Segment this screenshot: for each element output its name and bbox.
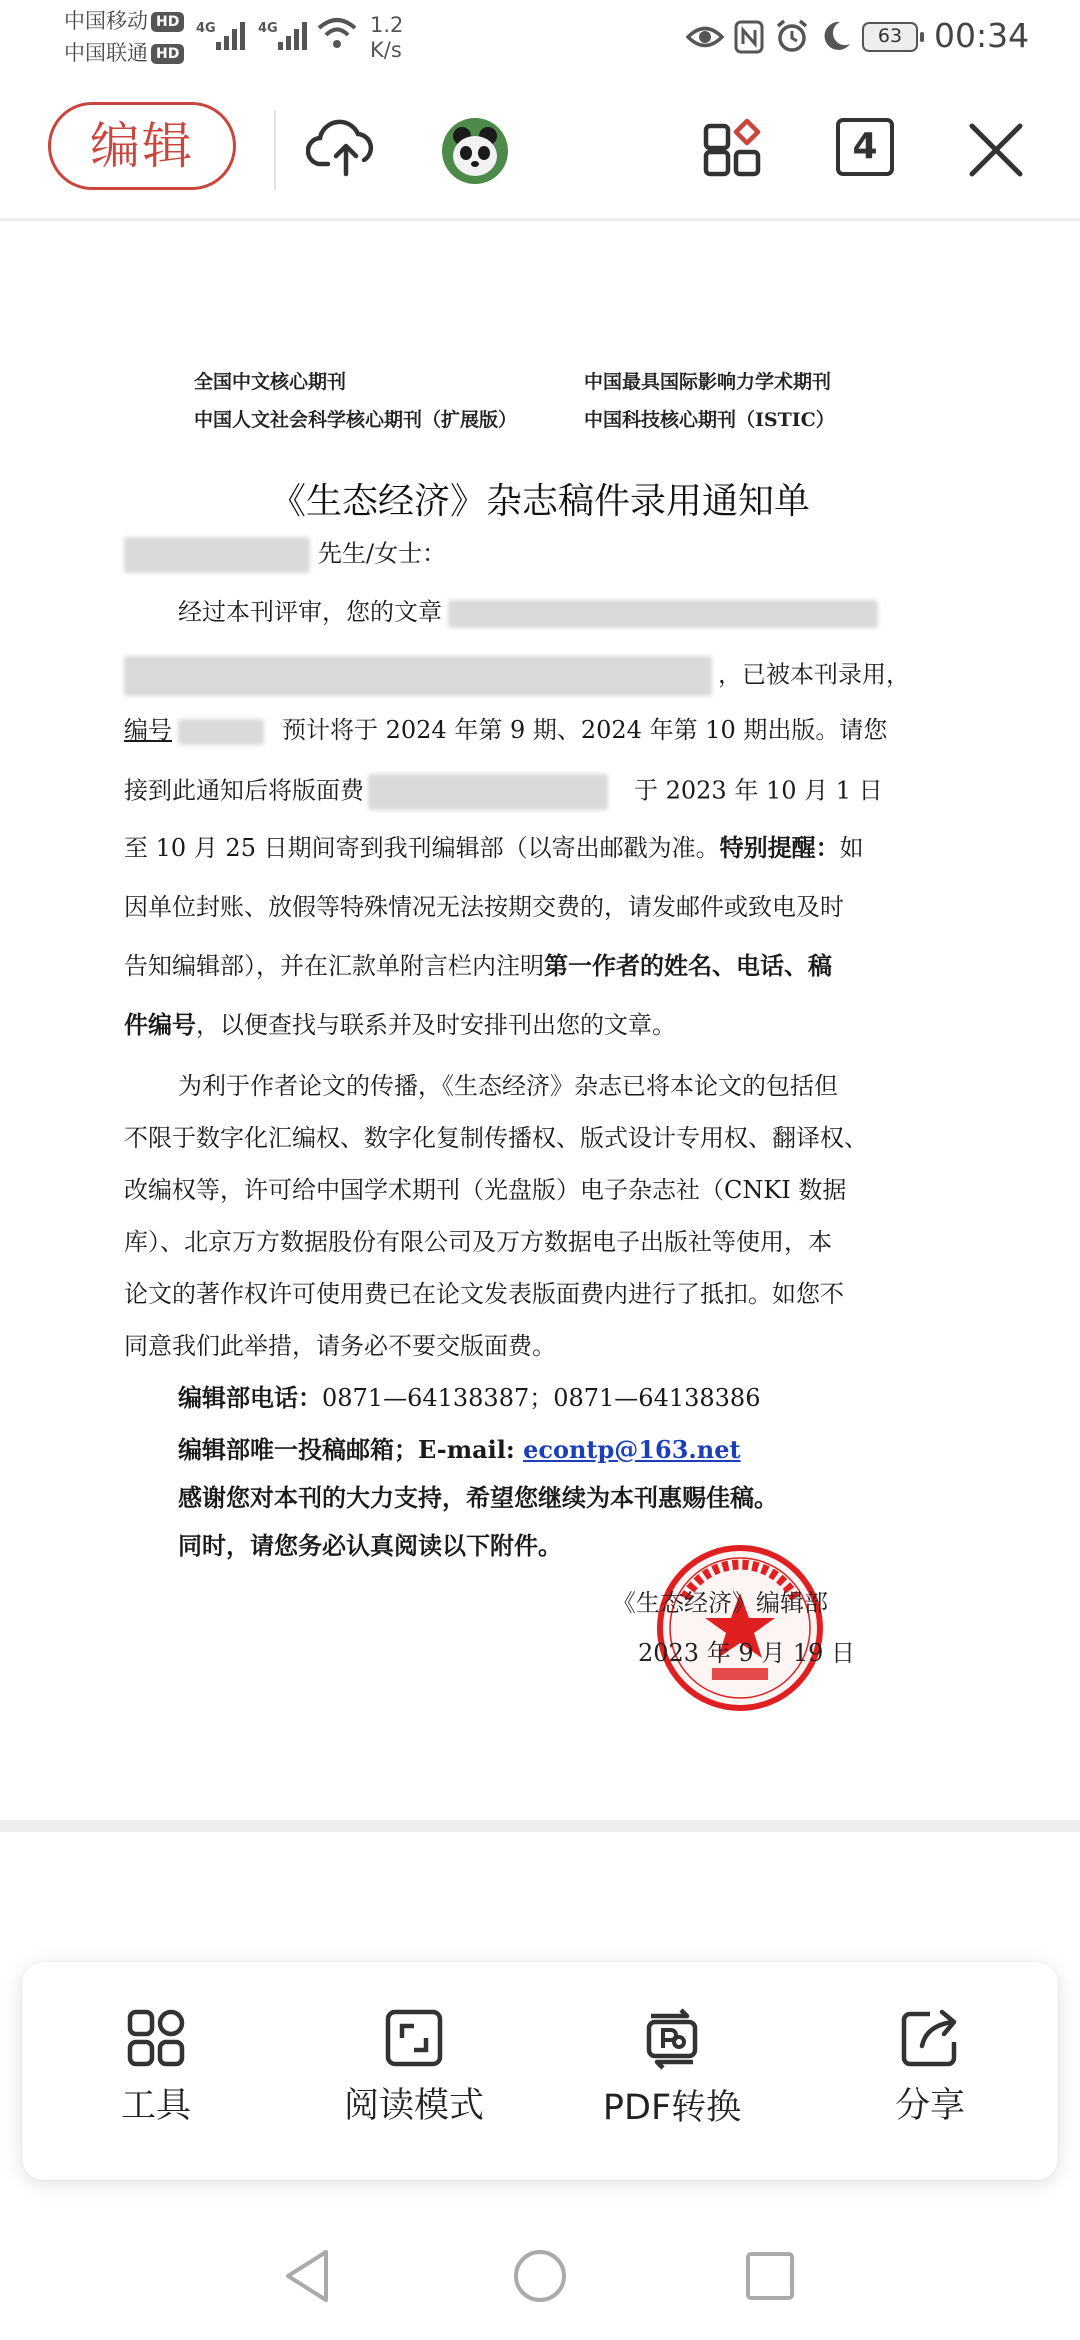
thanks-line: 感谢您对本刊的大力支持，希望您继续为本刊惠赐佳稿。 <box>178 1483 778 1512</box>
pdf-convert-button[interactable]: PDF转换 <box>552 2008 792 2130</box>
redacted-fee-amount <box>368 774 608 810</box>
close-icon[interactable] <box>966 120 1026 180</box>
tools-icon <box>126 2008 186 2068</box>
share-button[interactable]: 分享 <box>810 2008 1050 2128</box>
signature-date: 2023 年 9 月 19 日 <box>638 1639 856 1667</box>
svg-text:4G: 4G <box>196 21 216 36</box>
reading-mode-button[interactable]: 阅读模式 <box>294 2008 534 2128</box>
moon-icon <box>822 20 852 52</box>
header-left-1: 全国中文核心期刊 <box>194 371 347 393</box>
redacted-manuscript-number <box>178 719 264 745</box>
para2-line3: 改编权等，许可给中国学术期刊（光盘版）电子杂志社（CNKI 数据 <box>124 1176 847 1204</box>
para1-line1: 经过本刊评审，您的文章 <box>178 597 878 628</box>
alarm-icon <box>774 18 810 54</box>
para1-line6: 因单位封账、放假等特殊情况无法按期交费的，请发邮件或致电及时 <box>124 893 844 921</box>
document-title: 《生态经济》杂志稿件录用通知单 <box>269 481 810 522</box>
notice-line: 同时，请您务必认真阅读以下附件。 <box>178 1531 562 1560</box>
panda-avatar-icon <box>442 118 508 184</box>
wifi-icon <box>316 16 358 52</box>
para2-line2: 不限于数字化汇编权、数字化复制传播权、版式设计专用权、翻译权、 <box>124 1124 868 1152</box>
toolbar-divider <box>274 110 276 190</box>
salutation-line: 先生/女士： <box>124 537 446 573</box>
para1-line8: 件编号，以便查找与联系并及时安排刊出您的文章。 <box>124 1010 676 1039</box>
tab-count-button[interactable]: 4 <box>836 118 894 176</box>
para2-line4: 库）、北京万方数据股份有限公司及万方数据电子出版社等使用，本 <box>124 1228 832 1256</box>
network-speed: 1.2 K/s <box>370 13 404 62</box>
signature-org: 《生态经济》编辑部 <box>612 1589 828 1617</box>
nfc-icon <box>734 20 764 54</box>
top-toolbar <box>0 82 1080 221</box>
fullscreen-icon <box>384 2008 444 2068</box>
back-icon[interactable] <box>282 2248 332 2304</box>
edit-button[interactable]: 编辑 <box>48 102 236 190</box>
page-separator <box>0 1820 1080 1832</box>
clock: 00:34 <box>934 16 1030 55</box>
user-avatar[interactable] <box>442 118 508 184</box>
recents-icon[interactable] <box>744 2250 796 2302</box>
svg-text:4G: 4G <box>258 21 278 36</box>
bottom-action-menu <box>22 1962 1058 2180</box>
para1-line2: ，已被本刊录用， <box>124 656 910 696</box>
cloud-upload-icon[interactable] <box>306 116 378 178</box>
header-right-1: 中国最具国际影响力学术期刊 <box>584 371 832 393</box>
para1-line3: 编号 预计将于 2024 年第 9 期、2024 年第 10 期出版。请您 <box>124 716 888 744</box>
carrier-2: 中国联通 HD <box>64 40 184 66</box>
email-link[interactable]: econtp@163.net <box>523 1435 741 1464</box>
share-icon <box>900 2008 960 2068</box>
header-left-2: 中国人文社会科学核心期刊（扩展版） <box>194 409 518 431</box>
signal-2-icon <box>258 18 308 54</box>
tools-button[interactable]: 工具 <box>36 2008 276 2128</box>
status-bar <box>0 0 1080 80</box>
phone-line: 编辑部电话：0871—64138387；0871—64138386 <box>178 1383 761 1412</box>
para2-line6: 同意我们此举措，请务必不要交版面费。 <box>124 1332 556 1360</box>
signal-1-icon <box>196 18 246 54</box>
apps-grid-icon[interactable] <box>702 118 764 180</box>
redacted-article-title <box>448 600 878 628</box>
battery-icon: 63 <box>862 22 918 52</box>
para1-line5: 至 10 月 25 日期间寄到我刊编辑部（以寄出邮戳为准。特别提醒：如 <box>124 833 864 862</box>
header-right-2: 中国科技核心期刊（ISTIC） <box>584 409 835 431</box>
para2-line5: 论文的著作权许可使用费已在论文发表版面费内进行了抵扣。如您不 <box>124 1280 844 1308</box>
carrier-1: 中国移动 HD <box>64 8 184 34</box>
para2-line1: 为利于作者论文的传播，《生态经济》杂志已将本论文的包括但 <box>178 1072 838 1100</box>
redacted-name <box>124 537 310 573</box>
email-line: 编辑部唯一投稿邮箱；E-mail: econtp@163.net <box>178 1435 741 1464</box>
system-nav-bar <box>0 2220 1080 2340</box>
home-icon[interactable] <box>512 2248 568 2304</box>
para1-line7: 告知编辑部），并在汇款单附言栏内注明第一作者的姓名、电话、稿 <box>124 951 832 980</box>
redacted-article-title-cont <box>124 656 712 696</box>
eye-icon <box>686 22 724 52</box>
pdf-convert-icon <box>641 2008 703 2070</box>
official-seal-icon <box>650 1538 830 1718</box>
document-page <box>0 221 1080 1821</box>
para1-line4: 接到此通知后将版面费 于 2023 年 10 月 1 日 <box>124 774 883 810</box>
